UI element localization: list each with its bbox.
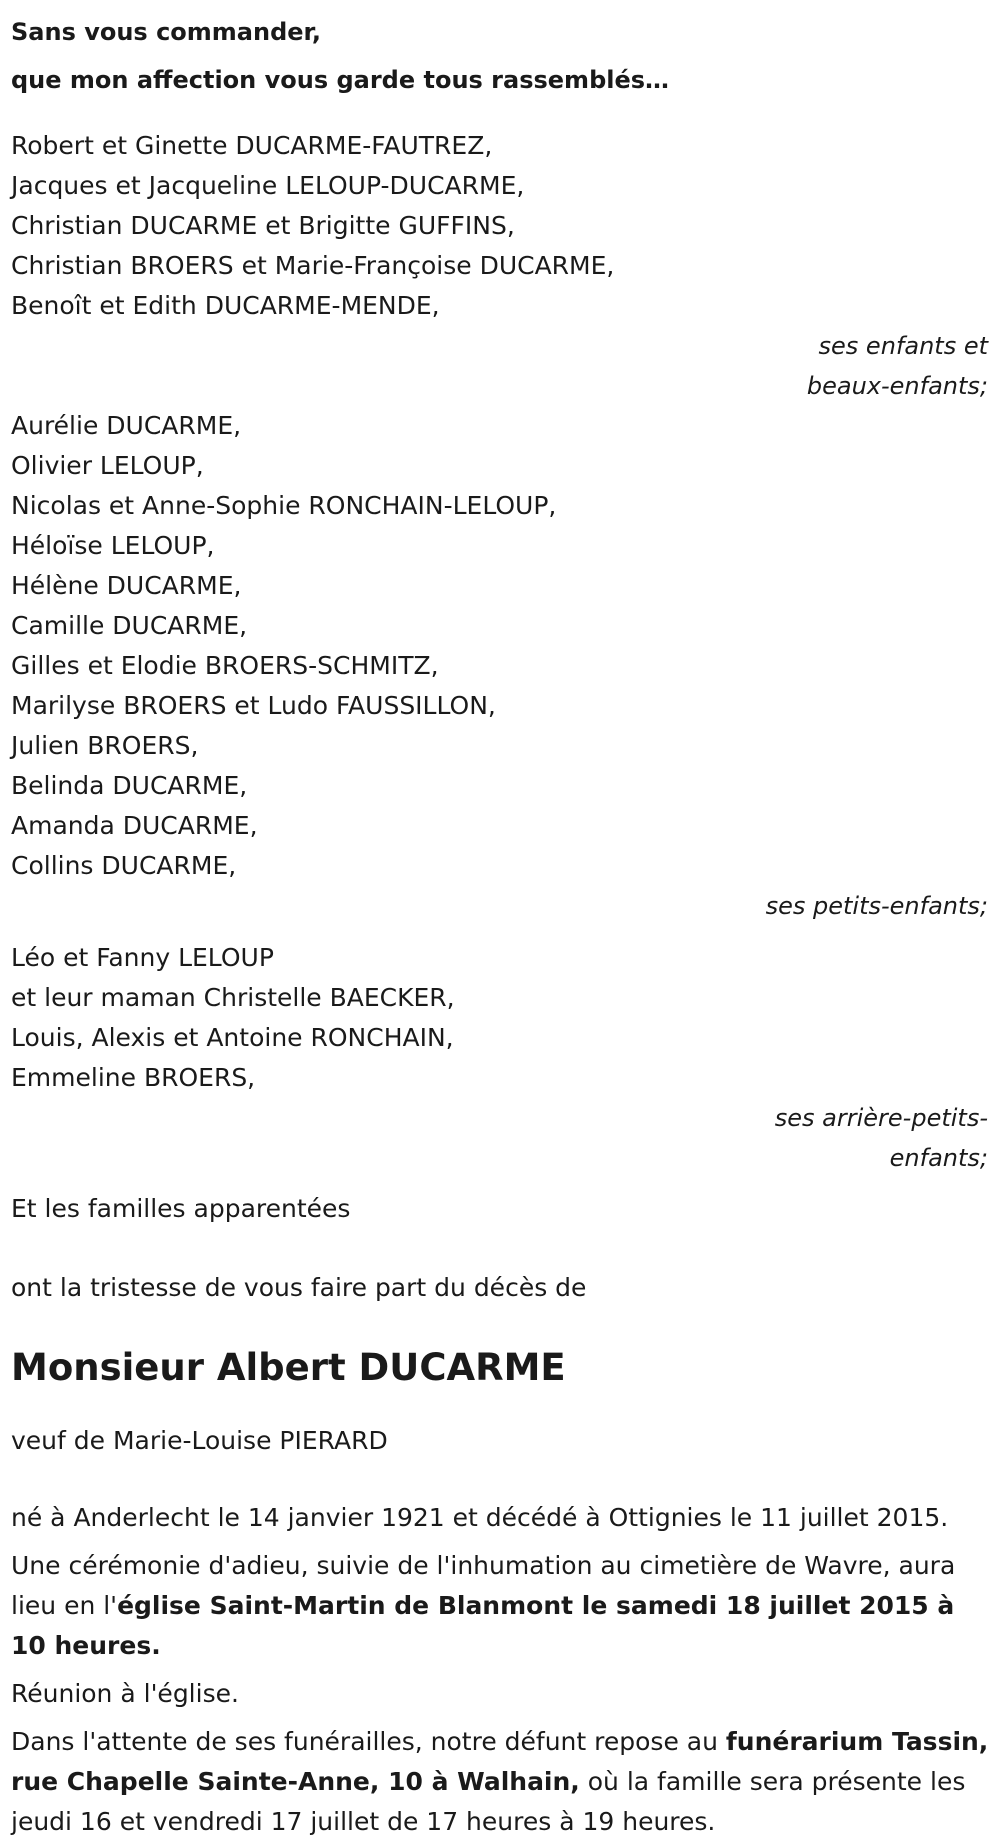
family-member: Camille DUCARME, <box>11 611 248 640</box>
grandchildren-group <box>11 406 996 926</box>
related-families: Et les familles apparentées <box>11 1194 351 1223</box>
epigraph <box>11 8 996 104</box>
ceremony-intro: Une cérémonie d'adieu, suivie de l'inhumation au cimetière de Wavre, aura lieu en l' <box>11 1551 956 1620</box>
relation-line: ses petits-enfants; <box>765 892 988 920</box>
visitation-outro: où la famille sera présente les jeudi 16 et vendredi 17 juillet de 17 heures à 19 heures. <box>11 1767 966 1836</box>
ceremony-details <box>11 1546 996 1666</box>
relation-label <box>11 886 996 926</box>
relation-line: ses enfants et <box>818 332 988 360</box>
family-member: Nicolas et Anne-Sophie RONCHAIN-LELOUP, <box>11 491 557 520</box>
relation-line: ses arrière-petits- <box>774 1104 988 1132</box>
family-member: Gilles et Elodie BROERS-SCHMITZ, <box>11 651 439 680</box>
widower-of: veuf de Marie-Louise PIERARD <box>11 1426 388 1455</box>
family-member: Jacques et Jacqueline LELOUP-DUCARME, <box>11 171 525 200</box>
family-member: Christian DUCARME et Brigitte GUFFINS, <box>11 211 515 240</box>
visitation-details <box>11 1722 996 1842</box>
announcement: ont la tristesse de vous faire part du décès de <box>11 1273 587 1302</box>
family-member: Collins DUCARME, <box>11 851 237 880</box>
family-member: Héloïse LELOUP, <box>11 531 215 560</box>
family-member: Benoît et Edith DUCARME-MENDE, <box>11 291 440 320</box>
family-member: Christian BROERS et Marie-Françoise DUCARME, <box>11 251 615 280</box>
relation-line: beaux-enfants; <box>806 372 988 400</box>
family-member: Julien BROERS, <box>11 731 199 760</box>
family-member: Robert et Ginette DUCARME-FAUTREZ, <box>11 131 493 160</box>
great-grandchildren-group <box>11 938 996 1178</box>
deceased-name: Monsieur Albert DUCARME <box>11 1346 566 1389</box>
family-member: Hélène DUCARME, <box>11 571 242 600</box>
family-member: Léo et Fanny LELOUP <box>11 943 274 972</box>
family-member: Emmeline BROERS, <box>11 1063 256 1092</box>
relation-line: enfants; <box>889 1144 988 1172</box>
family-member: Olivier LELOUP, <box>11 451 204 480</box>
family-member: Marilyse BROERS et Ludo FAUSSILLON, <box>11 691 496 720</box>
visitation-place: funérarium Tassin, rue Chapelle Sainte-Anne, 10 à Walhain, <box>11 1727 989 1796</box>
relation-label <box>11 326 996 406</box>
ceremony-place-time: église Saint-Martin de Blanmont le samedi 18 juillet 2015 à 10 heures. <box>11 1591 955 1660</box>
children-group <box>11 126 996 406</box>
reunion: Réunion à l'église. <box>11 1679 239 1708</box>
epigraph-line: que mon affection vous garde tous rassemblés… <box>11 66 670 94</box>
epigraph-line: Sans vous commander, <box>11 18 321 46</box>
visitation-intro: Dans l'attente de ses funérailles, notre défunt repose au <box>11 1727 726 1756</box>
family-member: et leur maman Christelle BAECKER, <box>11 983 455 1012</box>
birth-death: né à Anderlecht le 14 janvier 1921 et décédé à Ottignies le 11 juillet 2015. <box>11 1503 949 1532</box>
obituary-content <box>11 8 996 1842</box>
family-member: Amanda DUCARME, <box>11 811 258 840</box>
family-member: Louis, Alexis et Antoine RONCHAIN, <box>11 1023 454 1052</box>
relation-label <box>11 1098 996 1178</box>
family-member: Belinda DUCARME, <box>11 771 248 800</box>
family-member: Aurélie DUCARME, <box>11 411 242 440</box>
